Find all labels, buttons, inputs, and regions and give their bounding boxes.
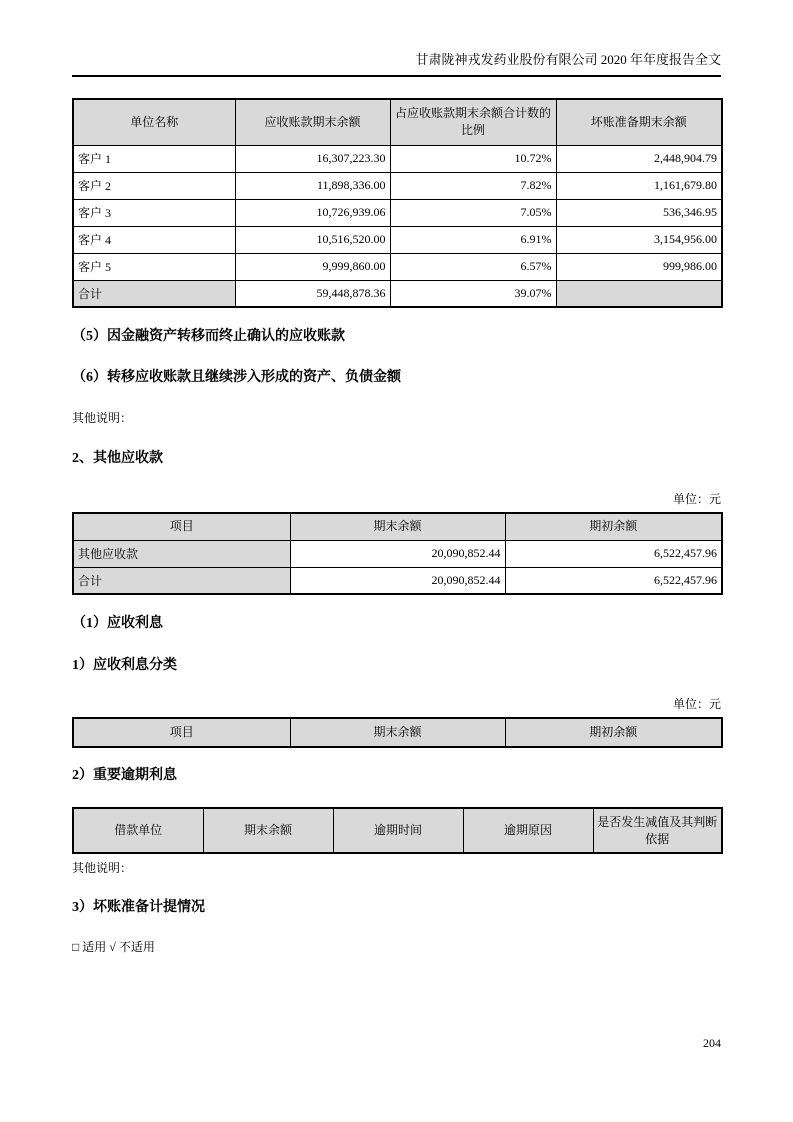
interest-classification-table <box>72 717 723 748</box>
table-total-row <box>73 567 722 594</box>
total-label-cell: 合计 <box>73 280 235 307</box>
balance-cell: 10,516,520.00 <box>235 226 390 253</box>
ratio-cell: 7.82% <box>390 172 556 199</box>
column-header: 是否发生减值及其判断依据 <box>593 808 722 853</box>
column-header: 借款单位 <box>73 808 203 853</box>
table-row <box>73 253 722 280</box>
column-header: 单位名称 <box>73 99 235 145</box>
bad-debt-cell <box>556 280 722 307</box>
other-notes-label: 其他说明： <box>72 411 133 425</box>
ratio-cell: 10.72% <box>390 145 556 172</box>
table-row <box>73 226 722 253</box>
customer-name-cell: 客户 1 <box>73 145 235 172</box>
column-header: 期初余额 <box>505 513 722 540</box>
receivables-by-customer-table <box>72 98 723 308</box>
customer-name-cell: 客户 4 <box>73 226 235 253</box>
column-header: 期末余额 <box>290 513 505 540</box>
ratio-cell: 39.07% <box>390 280 556 307</box>
bad-debt-cell: 999,986.00 <box>556 253 722 280</box>
column-header: 期初余额 <box>505 718 722 747</box>
bad-debt-cell: 2,448,904.79 <box>556 145 722 172</box>
balance-cell: 16,307,223.30 <box>235 145 390 172</box>
balance-cell: 9,999,860.00 <box>235 253 390 280</box>
overdue-interest-table <box>72 807 723 854</box>
customer-name-cell: 客户 3 <box>73 199 235 226</box>
table-row <box>73 145 722 172</box>
section-heading-item6: （6）转移应收账款且继续涉入形成的资产、负债金额 <box>72 370 401 385</box>
not-applicable-label: 不适用 <box>118 940 155 954</box>
customer-name-cell: 客户 2 <box>73 172 235 199</box>
page-number: 204 <box>703 1036 721 1050</box>
column-header: 逾期原因 <box>463 808 593 853</box>
section-heading-other-receivables: 2、其他应收款 <box>72 451 163 466</box>
document-header-title: 甘肃陇神戎发药业股份有限公司 2020 年年度报告全文 <box>72 50 721 77</box>
column-header: 逾期时间 <box>333 808 463 853</box>
table-header-row <box>73 808 722 853</box>
unit-label: 单位：元 <box>672 492 721 506</box>
section-heading-overdue-interest: 2）重要逾期利息 <box>72 768 177 783</box>
column-header: 坏账准备期末余额 <box>556 99 722 145</box>
section-heading-bad-debt-provision: 3）坏账准备计提情况 <box>72 900 205 915</box>
total-label-cell: 合计 <box>73 567 290 594</box>
opening-balance-cell: 6,522,457.96 <box>505 567 722 594</box>
opening-balance-cell: 6,522,457.96 <box>505 540 722 567</box>
unit-label: 单位：元 <box>672 697 721 711</box>
balance-cell: 59,448,878.36 <box>235 280 390 307</box>
applicable-label: 适用 <box>82 940 107 954</box>
column-header: 占应收账款期末余额合计数的比例 <box>390 99 556 145</box>
bad-debt-cell: 1,161,679.80 <box>556 172 722 199</box>
ratio-cell: 7.05% <box>390 199 556 226</box>
bad-debt-cell: 536,346.95 <box>556 199 722 226</box>
column-header: 项目 <box>73 513 290 540</box>
item-name-cell: 其他应收款 <box>73 540 290 567</box>
section-heading-interest-class: 1）应收利息分类 <box>72 658 177 673</box>
ratio-cell: 6.91% <box>390 226 556 253</box>
table-total-row <box>73 280 722 307</box>
other-notes-label: 其他说明： <box>72 861 133 875</box>
table-row <box>73 540 722 567</box>
ratio-cell: 6.57% <box>390 253 556 280</box>
checkbox-icon: □ <box>72 940 80 954</box>
column-header: 项目 <box>73 718 290 747</box>
closing-balance-cell: 20,090,852.44 <box>290 567 505 594</box>
column-header: 期末余额 <box>203 808 333 853</box>
customer-name-cell: 客户 5 <box>73 253 235 280</box>
applicability-line <box>72 939 721 955</box>
table-header-row <box>73 99 722 145</box>
balance-cell: 10,726,939.06 <box>235 199 390 226</box>
table-header-row <box>73 513 722 540</box>
table-header-row <box>73 718 722 747</box>
check-icon: √ <box>109 940 116 954</box>
section-heading-item5: （5）因金融资产转移而终止确认的应收账款 <box>72 329 345 344</box>
table-row <box>73 172 722 199</box>
balance-cell: 11,898,336.00 <box>235 172 390 199</box>
closing-balance-cell: 20,090,852.44 <box>290 540 505 567</box>
table-row <box>73 199 722 226</box>
column-header: 应收账款期末余额 <box>235 99 390 145</box>
column-header: 期末余额 <box>290 718 505 747</box>
other-receivables-table <box>72 512 723 595</box>
bad-debt-cell: 3,154,956.00 <box>556 226 722 253</box>
section-heading-interest: （1）应收利息 <box>72 616 163 631</box>
